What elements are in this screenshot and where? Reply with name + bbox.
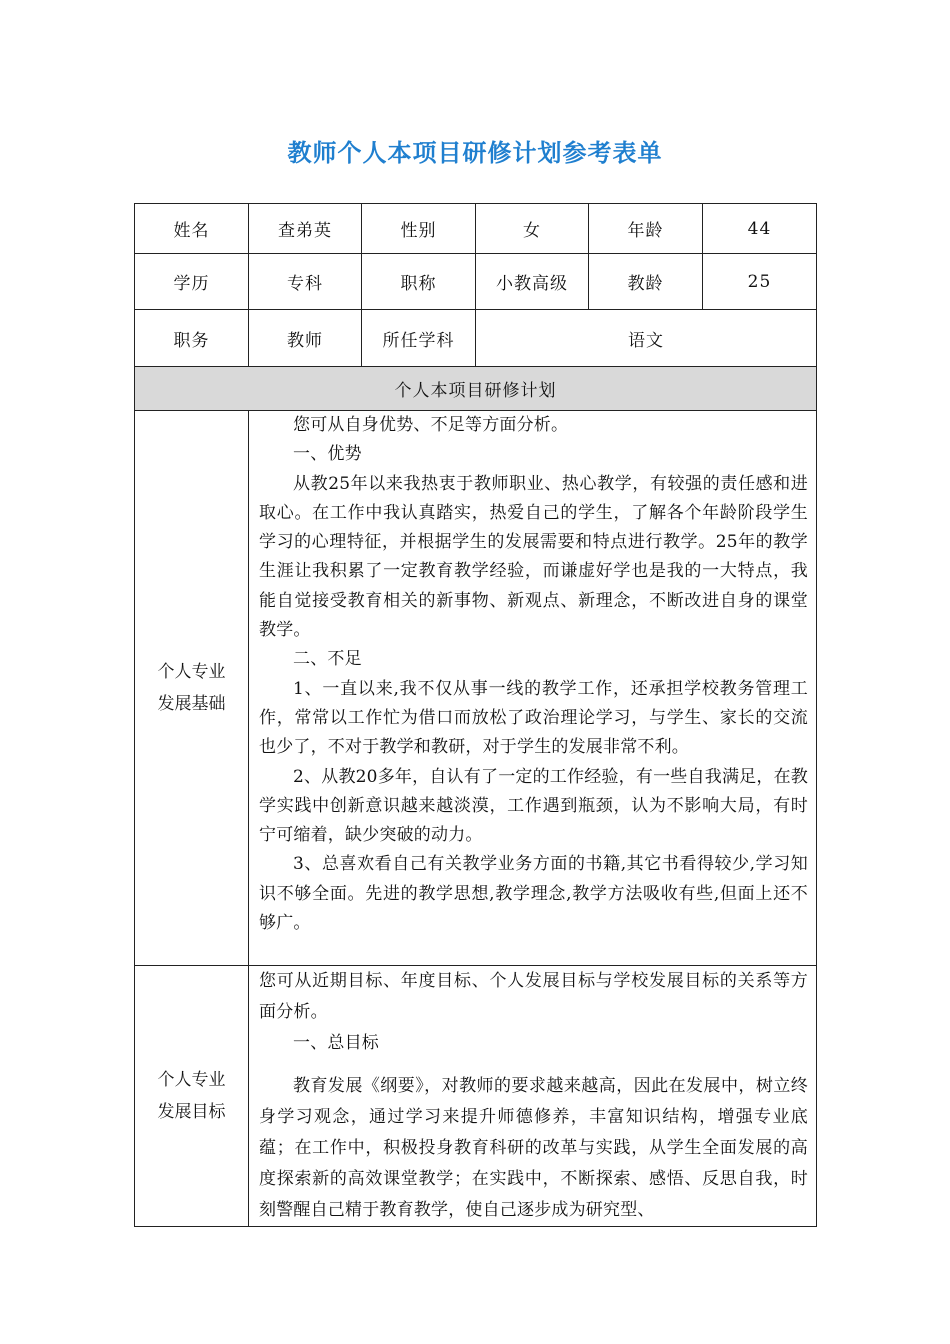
gender-label: 性别 [362,204,476,254]
info-row-3 [135,310,817,367]
foundation-strengths-text: 从教25年以来我热衷于教师职业、热心教学，有较强的责任感和进取心。在工作中我认真踏实，热爱自己的学生，了解各个年龄阶段学生学习的心理特征，并根据学生的发展需要和特点进行教学。25年的教学生涯让我积累了一定教育教学经验，而谦虚好学也是我的一大特点，我能自觉接受教育相关的新事物、新观点、新理念，不断改进自身的课堂教学。 [259,473,808,641]
foundation-weakness-1: 1、一直以来,我不仅从事一线的教学工作，还承担学校教务管理工作，常常以工作忙为借口而放松了政治理论学习，与学生、家长的交流也少了，不对于教学和教研，对于学生的发展非常不利。 [259,678,808,758]
goals-heading-overall: 一、总目标 [293,1033,379,1053]
age-label: 年龄 [589,204,703,254]
subject-value: 语文 [476,310,817,367]
goals-label [135,966,249,1227]
goals-overall-text: 教育发展《纲要》，对教师的要求越来越高，因此在发展中，树立终身学习观念，通过学习来提升师德修养，丰富知识结构，增强专业底蕴；在工作中，积极投身教育科研的改革与实践，从学生全面发展的高度探索新的高效课堂教学；在实践中，不断探索、感悟、反思自我，时刻警醒自己精于教育教学，使自己逐步成为研究型、 [259,1076,808,1220]
foundation-row [135,411,817,966]
foundation-heading-weaknesses: 二、不足 [293,649,362,670]
plan-form-table [134,203,817,1227]
goals-row [135,966,817,1227]
title-rank-value: 小教高级 [476,254,589,310]
foundation-weakness-3: 3、总喜欢看自己有关教学业务方面的书籍,其它书看得较少,学习知识不够全面。先进的教学思想,教学理念,教学方法吸收有些,但面上还不够广。 [259,854,808,934]
foundation-label [135,411,249,966]
teaching-years-value: 25 [703,254,817,310]
foundation-weakness-2: 2、从教20多年，自认有了一定的工作经验，有一些自我满足，在教学实践中创新意识越来越淡漠，工作遇到瓶颈，认为不影响大局，有时宁可缩着，缺少突破的动力。 [259,766,808,846]
name-label: 姓名 [135,204,249,254]
title-rank-label: 职称 [362,254,476,310]
name-value: 查弟英 [249,204,362,254]
info-row-2 [135,254,817,310]
section-header: 个人本项目研修计划 [135,367,817,411]
goals-spacer [259,1059,808,1071]
goals-label-line2: 发展目标 [157,1102,226,1122]
page-title: 教师个人本项目研修计划参考表单 [287,139,663,167]
goals-content [249,966,817,1227]
section-header-row [135,367,817,411]
goals-hint: 您可从近期目标、年度目标、个人发展目标与学校发展目标的关系等方面分析。 [259,971,808,1022]
info-row-1 [135,204,817,254]
foundation-content [249,411,817,966]
gender-value: 女 [476,204,589,254]
foundation-heading-strengths: 一、优势 [293,444,362,465]
teaching-years-label: 教龄 [589,254,703,310]
age-value: 44 [703,204,817,254]
foundation-label-line2: 发展基础 [157,694,226,714]
goals-label-line1: 个人专业 [157,1070,226,1090]
foundation-label-line1: 个人专业 [157,662,226,682]
education-value: 专科 [249,254,362,310]
foundation-hint: 您可从自身优势、不足等方面分析。 [293,415,569,435]
duty-label: 职务 [135,310,249,367]
subject-label: 所任学科 [362,310,476,367]
education-label: 学历 [135,254,249,310]
duty-value: 教师 [249,310,362,367]
